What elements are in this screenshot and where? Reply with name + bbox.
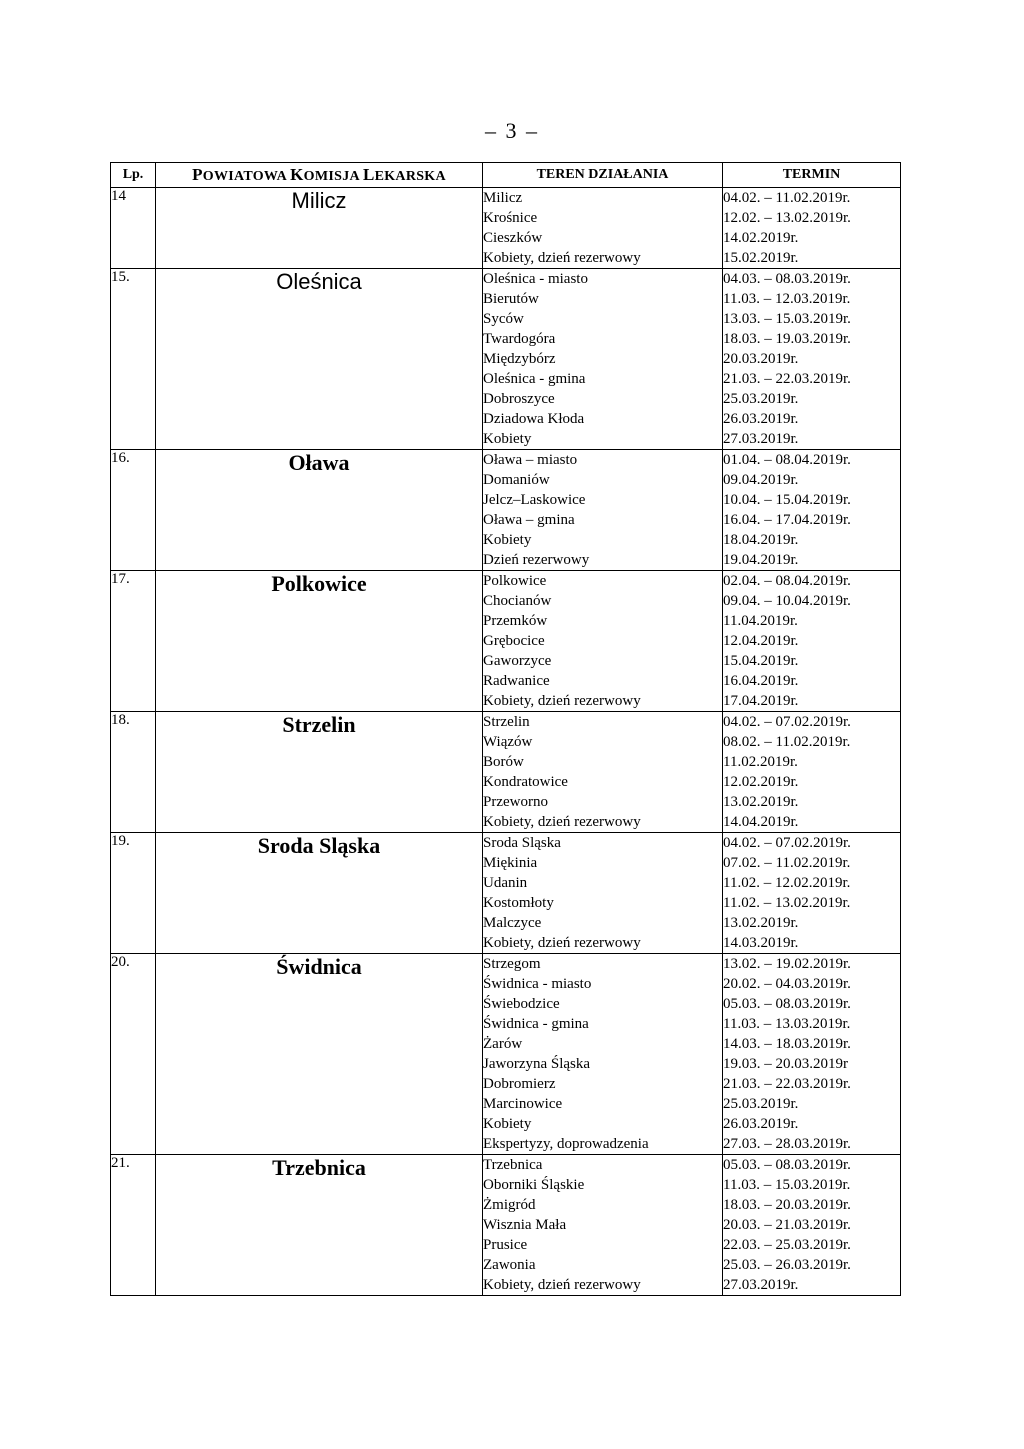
commission-name: Trzebnica [156, 1155, 483, 1296]
area-item: Żarów [483, 1036, 523, 1052]
commission-name: Strzelin [156, 712, 483, 833]
term-item: 27.03. – 28.03.2019r. [723, 1136, 851, 1152]
row-number: 16. [111, 450, 156, 571]
area-item: Dobromierz [483, 1076, 556, 1092]
row-number: 14 [111, 188, 156, 269]
term-item: 14.04.2019r. [723, 814, 799, 830]
term-item: 13.02. – 19.02.2019r. [723, 956, 851, 972]
term-item: 27.03.2019r. [723, 1277, 799, 1293]
term-list [723, 954, 901, 1155]
area-item: Kobiety [483, 431, 532, 447]
area-item: Chocianów [483, 593, 552, 609]
table-row [111, 833, 901, 954]
term-list [723, 269, 901, 450]
table-row [111, 1155, 901, 1296]
term-item: 16.04. – 17.04.2019r. [723, 512, 851, 528]
term-item: 26.03.2019r. [723, 1116, 799, 1132]
area-item: Cieszków [483, 230, 543, 246]
area-item: Bierutów [483, 291, 539, 307]
area-item: Grębocice [483, 633, 545, 649]
area-list [483, 712, 723, 833]
table-row [111, 450, 901, 571]
term-item: 15.02.2019r. [723, 250, 799, 266]
area-item: Strzelin [483, 714, 530, 730]
header-lp: Lp. [111, 163, 156, 188]
table-header-row [111, 163, 901, 188]
term-item: 16.04.2019r. [723, 673, 799, 689]
area-item: Zawonia [483, 1257, 536, 1273]
area-item: Borów [483, 754, 524, 770]
term-item: 20.03.2019r. [723, 351, 799, 367]
table-row [111, 188, 901, 269]
header-komisja-part-3: EKARSKA [374, 169, 446, 184]
term-item: 18.04.2019r. [723, 532, 799, 548]
term-item: 25.03. – 26.03.2019r. [723, 1257, 851, 1273]
table-row [111, 712, 901, 833]
term-item: 25.03.2019r. [723, 1096, 799, 1112]
area-item: Jelcz–Laskowice [483, 492, 586, 508]
term-item: 14.03.2019r. [723, 935, 799, 951]
term-item: 10.04. – 15.04.2019r. [723, 492, 851, 508]
term-item: 20.03. – 21.03.2019r. [723, 1217, 851, 1233]
term-item: 04.02. – 07.02.2019r. [723, 835, 851, 851]
area-item: Przemków [483, 613, 548, 629]
header-komisja-part-1: OWIATOWA [202, 169, 291, 184]
area-item: Malczyce [483, 915, 542, 931]
row-number: 19. [111, 833, 156, 954]
header-komisja [156, 163, 483, 188]
term-item: 12.02. – 13.02.2019r. [723, 210, 851, 226]
area-item: Sroda Sląska [483, 835, 561, 851]
term-item: 11.03. – 15.03.2019r. [723, 1177, 851, 1193]
term-item: 07.02. – 11.02.2019r. [723, 855, 851, 871]
page-number: – 3 – [485, 118, 539, 143]
term-item: 14.02.2019r. [723, 230, 799, 246]
term-item: 13.03. – 15.03.2019r. [723, 311, 851, 327]
area-item: Kobiety [483, 1116, 532, 1132]
area-item: Kobiety, dzień rezerwowy [483, 693, 641, 709]
area-item: Oleśnica - miasto [483, 271, 588, 287]
term-item: 12.02.2019r. [723, 774, 799, 790]
term-list [723, 571, 901, 712]
header-komisja-part-2: OMISJA [303, 169, 363, 184]
term-item: 09.04.2019r. [723, 472, 799, 488]
area-item: Żmigród [483, 1197, 536, 1213]
area-item: Ekspertyzy, doprowadzenia [483, 1136, 649, 1152]
area-item: Syców [483, 311, 524, 327]
area-item: Wiązów [483, 734, 533, 750]
area-list [483, 954, 723, 1155]
header-teren: TEREN DZIAŁANIA [483, 163, 723, 188]
header-komisja-cap-k: K [290, 165, 304, 184]
term-item: 04.02. – 11.02.2019r. [723, 190, 851, 206]
term-item: 19.04.2019r. [723, 552, 799, 568]
term-list [723, 1155, 901, 1296]
row-number: 21. [111, 1155, 156, 1296]
commission-name: Oława [156, 450, 483, 571]
term-item: 04.02. – 07.02.2019r. [723, 714, 851, 730]
term-item: 11.03. – 13.03.2019r. [723, 1016, 851, 1032]
area-item: Udanin [483, 875, 528, 891]
term-item: 27.03.2019r. [723, 431, 799, 447]
area-item: Dziadowa Kłoda [483, 411, 585, 427]
term-item: 09.04. – 10.04.2019r. [723, 593, 851, 609]
area-list [483, 1155, 723, 1296]
term-item: 21.03. – 22.03.2019r. [723, 371, 851, 387]
area-list [483, 450, 723, 571]
header-termin: TERMIN [723, 163, 901, 188]
term-item: 17.04.2019r. [723, 693, 799, 709]
area-item: Kobiety [483, 532, 532, 548]
term-item: 11.02. – 12.02.2019r. [723, 875, 851, 891]
area-item: Kostomłoty [483, 895, 554, 911]
commission-name: Milicz [156, 188, 483, 269]
area-item: Polkowice [483, 573, 547, 589]
area-item: Kobiety, dzień rezerwowy [483, 814, 641, 830]
area-item: Twardogóra [483, 331, 556, 347]
term-item: 12.04.2019r. [723, 633, 799, 649]
area-list [483, 833, 723, 954]
term-item: 04.03. – 08.03.2019r. [723, 271, 851, 287]
commission-schedule-table [110, 162, 901, 1296]
area-item: Miękinia [483, 855, 538, 871]
term-item: 08.02. – 11.02.2019r. [723, 734, 851, 750]
row-number: 17. [111, 571, 156, 712]
term-item: 11.02.2019r. [723, 754, 798, 770]
term-item: 22.03. – 25.03.2019r. [723, 1237, 851, 1253]
area-item: Międzybórz [483, 351, 556, 367]
area-item: Oleśnica - gmina [483, 371, 586, 387]
table-row [111, 954, 901, 1155]
commission-name: Świdnica [156, 954, 483, 1155]
term-item: 02.04. – 08.04.2019r. [723, 573, 851, 589]
header-komisja-cap-p: P [192, 165, 203, 184]
area-item: Prusice [483, 1237, 528, 1253]
term-item: 18.03. – 19.03.2019r. [723, 331, 851, 347]
term-item: 13.02.2019r. [723, 915, 799, 931]
row-number: 15. [111, 269, 156, 450]
term-list [723, 712, 901, 833]
area-item: Milicz [483, 190, 523, 206]
area-item: Kobiety, dzień rezerwowy [483, 935, 641, 951]
row-number: 18. [111, 712, 156, 833]
term-item: 13.02.2019r. [723, 794, 799, 810]
term-item: 19.03. – 20.03.2019r [723, 1056, 848, 1072]
commission-name: Oleśnica [156, 269, 483, 450]
commission-name: Polkowice [156, 571, 483, 712]
area-item: Kobiety, dzień rezerwowy [483, 1277, 641, 1293]
term-item: 25.03.2019r. [723, 391, 799, 407]
term-item: 11.04.2019r. [723, 613, 798, 629]
area-item: Domaniów [483, 472, 550, 488]
term-item: 11.03. – 12.03.2019r. [723, 291, 851, 307]
area-item: Dzień rezerwowy [483, 552, 590, 568]
area-item: Gaworzyce [483, 653, 552, 669]
area-item: Strzegom [483, 956, 541, 972]
area-item: Kobiety, dzień rezerwowy [483, 250, 641, 266]
table-row [111, 571, 901, 712]
commission-name: Sroda Sląska [156, 833, 483, 954]
term-item: 18.03. – 20.03.2019r. [723, 1197, 851, 1213]
area-item: Oława – miasto [483, 452, 578, 468]
area-item: Dobroszyce [483, 391, 555, 407]
area-list [483, 269, 723, 450]
term-item: 05.03. – 08.03.2019r. [723, 1157, 851, 1173]
area-item: Kondratowice [483, 774, 568, 790]
area-item: Oborniki Śląskie [483, 1177, 585, 1193]
term-list [723, 188, 901, 269]
area-list [483, 571, 723, 712]
area-item: Radwanice [483, 673, 550, 689]
term-list [723, 450, 901, 571]
area-item: Przeworno [483, 794, 548, 810]
term-list [723, 833, 901, 954]
area-item: Marcinowice [483, 1096, 563, 1112]
term-item: 26.03.2019r. [723, 411, 799, 427]
term-item: 14.03. – 18.03.2019r. [723, 1036, 851, 1052]
table-row [111, 269, 901, 450]
term-item: 15.04.2019r. [723, 653, 799, 669]
area-item: Wisznia Mała [483, 1217, 567, 1233]
area-item: Świdnica - miasto [483, 976, 592, 992]
area-list [483, 188, 723, 269]
term-item: 21.03. – 22.03.2019r. [723, 1076, 851, 1092]
term-item: 05.03. – 08.03.2019r. [723, 996, 851, 1012]
area-item: Jaworzyna Śląska [483, 1056, 591, 1072]
area-item: Świdnica - gmina [483, 1016, 589, 1032]
area-item: Oława – gmina [483, 512, 575, 528]
area-item: Krośnice [483, 210, 538, 226]
area-item: Świebodzice [483, 996, 560, 1012]
term-item: 11.02. – 13.02.2019r. [723, 895, 851, 911]
header-komisja-cap-l: L [362, 165, 375, 184]
area-item: Trzebnica [483, 1157, 543, 1173]
term-item: 01.04. – 08.04.2019r. [723, 452, 851, 468]
row-number: 20. [111, 954, 156, 1155]
term-item: 20.02. – 04.03.2019r. [723, 976, 851, 992]
